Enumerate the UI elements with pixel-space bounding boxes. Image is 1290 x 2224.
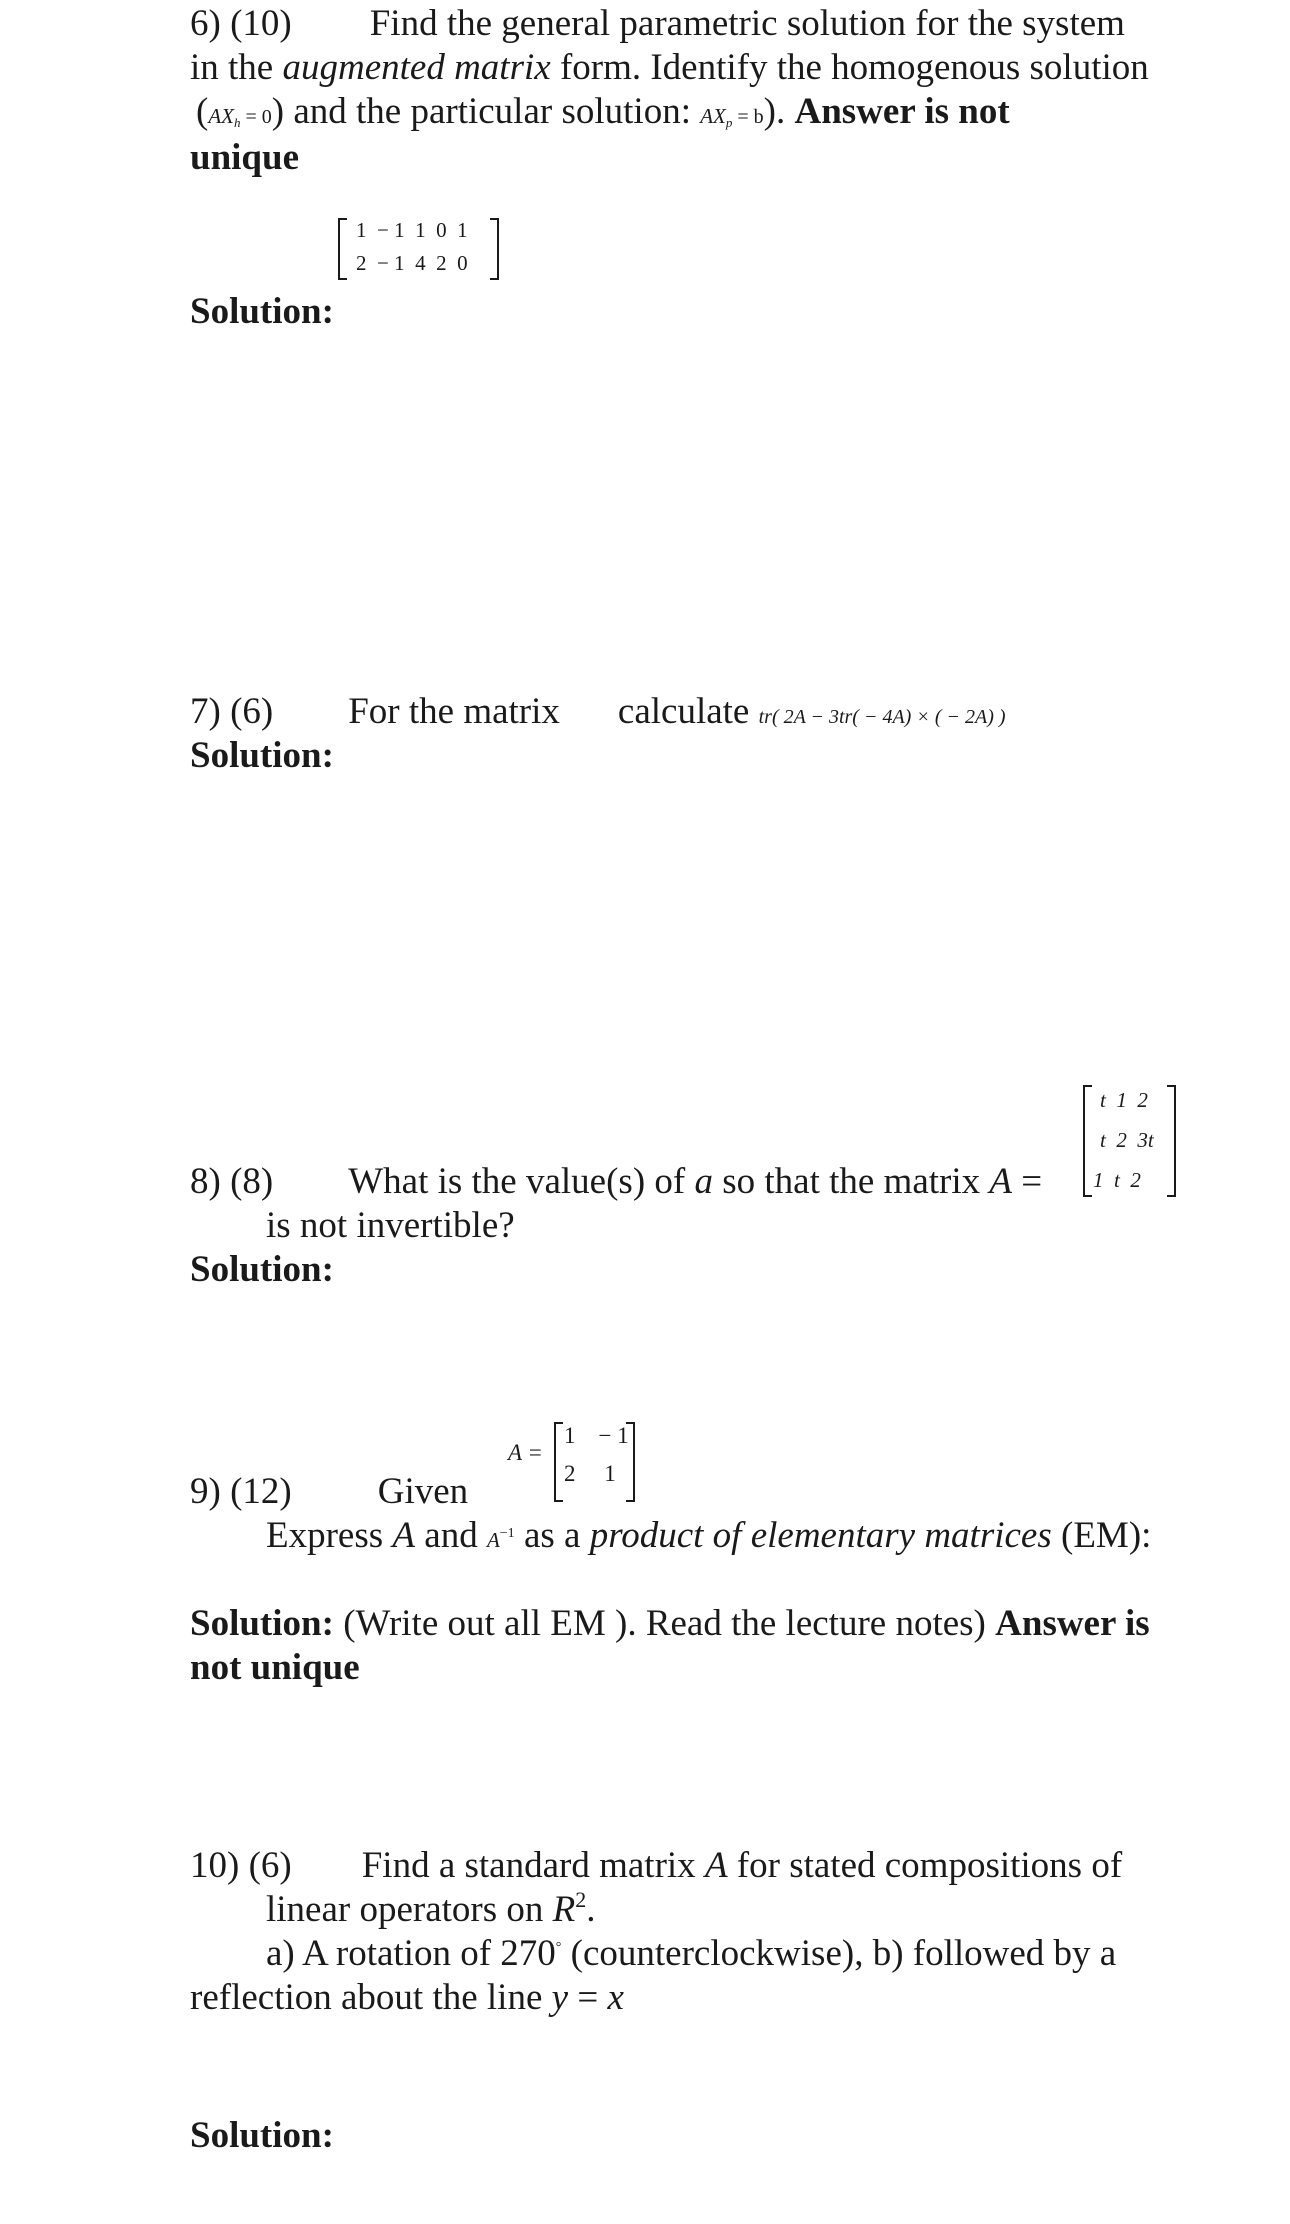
q9-line1: [190, 1470, 468, 1514]
q8-var-a: a: [694, 1161, 713, 1202]
q7-solution-label: Solution:: [190, 735, 334, 776]
q10-line4: [190, 1976, 624, 2020]
q6-matrix-row-2: 2 − 1 4 2 0: [356, 251, 468, 275]
q9-product-term: product of elementary matrices: [589, 1515, 1052, 1556]
q10-line4a: reflection about the line: [190, 1977, 552, 2018]
q8-matrix-left-bracket: [1083, 1085, 1092, 1197]
q7-trace-expression: tr( 2A − 3tr( − 4A) × ( − 2A) ): [758, 706, 1006, 728]
q9-inverse-superscript: −1: [499, 1526, 515, 1541]
q7-number: 7) (6): [190, 691, 274, 732]
q9-solution-label: Solution:: [190, 1603, 334, 1644]
q9-number: 9) (12): [190, 1471, 292, 1512]
q6-line2: [190, 46, 1149, 90]
q7-text2: calculate: [617, 691, 759, 732]
q8-text2: so that the matrix: [712, 1161, 990, 1202]
q10-line3: a) A rotation of 270: [266, 1933, 556, 1974]
q6-l3a: ) and the particular solution:: [271, 91, 701, 132]
q6-hom-eq: AX: [208, 104, 234, 128]
q8-line2: is not invertible?: [266, 1205, 515, 1246]
q9-solution-note: (Write out all EM ). Read the lecture notes): [333, 1603, 996, 1644]
q8-number: 8) (8): [190, 1161, 274, 1202]
q6-matrix-left-bracket: [338, 218, 347, 280]
q9-express: Express: [266, 1515, 393, 1556]
q10-line2b: .: [586, 1889, 596, 1930]
q9-not-unique: not unique: [190, 1647, 360, 1688]
q6-hom-rhs: = 0: [240, 106, 272, 128]
q6-number: 6) (10): [190, 3, 292, 44]
q8-matrix-row-1: t 1 2: [1100, 1088, 1148, 1112]
q8-solution-label: Solution:: [190, 1249, 334, 1290]
q10-eq: =: [568, 1977, 608, 2018]
q6-part-eq: AX: [700, 104, 726, 128]
q8-text: What is the value(s) of: [348, 1161, 695, 1202]
q9-matrix-row-2: 2 1: [564, 1461, 616, 1486]
q10-number: 10) (6): [190, 1845, 292, 1886]
q6-intro: Find the general parametric solution for the system: [369, 3, 1125, 44]
q6-l3b: ).: [763, 91, 795, 132]
q10-line2a: linear operators on: [266, 1889, 553, 1930]
q6-hom-sub: h: [233, 115, 241, 130]
q9-matrix-row-1: 1 − 1: [564, 1423, 629, 1448]
q6-line3: [196, 90, 1010, 145]
q6-augmented-term: augmented matrix: [282, 47, 551, 88]
q10-line2: [266, 1888, 596, 1932]
q9-Ainv: A: [486, 1528, 500, 1552]
q6-matrix-right-bracket: [490, 218, 499, 280]
q9-em: (EM):: [1051, 1515, 1152, 1556]
q6-l2a: in the: [190, 47, 283, 88]
q10-R: R: [552, 1889, 576, 1930]
q9-answer-is: Answer is: [995, 1603, 1150, 1644]
q6-paren: (: [196, 91, 209, 132]
q10-text2: for stated compositions of: [727, 1845, 1123, 1886]
q6-line1: [190, 2, 1125, 46]
q6-part-sub: p: [725, 115, 733, 130]
q9-A: A: [392, 1515, 416, 1556]
q9-solution-line: [190, 1602, 1150, 1646]
q6-matrix-row-1: 1 − 1 1 0 1: [356, 218, 468, 242]
q9-line2: [266, 1514, 1151, 1562]
q10-degree: °: [555, 1940, 562, 1955]
q9-given: Given: [377, 1471, 469, 1512]
q8-eq: =: [1012, 1161, 1043, 1202]
q10-A: A: [704, 1845, 728, 1886]
q8-matrix-row-3: 1 t 2: [1093, 1168, 1141, 1192]
q8-matrix-row-2: t 2 3t: [1100, 1128, 1154, 1152]
q6-answer-not-unique: Answer is not: [794, 91, 1010, 132]
q7-line: [190, 690, 1006, 739]
q10-line3b: (counterclockwise), b) followed by a: [561, 1933, 1117, 1974]
q6-part-rhs: = b: [732, 106, 764, 128]
q10-solution-label: Solution:: [190, 2115, 334, 2156]
q6-line4: unique: [190, 137, 300, 178]
q10-text1: Find a standard matrix: [361, 1845, 705, 1886]
q6-solution-label: Solution:: [190, 291, 334, 332]
q6-l2c: form. Identify the homogenous solution: [550, 47, 1149, 88]
q8-line1: [190, 1160, 1042, 1204]
q9-as-a: as a: [514, 1515, 590, 1556]
q8-matrix-right-bracket: [1167, 1085, 1176, 1197]
q9-and: and: [415, 1515, 487, 1556]
q10-R-superscript: 2: [575, 1887, 587, 1912]
q9-matrix-left-bracket: [554, 1422, 563, 1502]
q9-matrix-right-bracket: [626, 1422, 635, 1502]
q7-text1: For the matrix: [348, 691, 560, 732]
q10-line3: [266, 1932, 1116, 1976]
q9-A-label: A =: [508, 1440, 543, 1465]
q10-y: y: [551, 1977, 569, 2018]
q10-x: x: [607, 1977, 624, 2018]
q10-line1: [190, 1844, 1122, 1888]
q8-A: A: [989, 1161, 1012, 1202]
